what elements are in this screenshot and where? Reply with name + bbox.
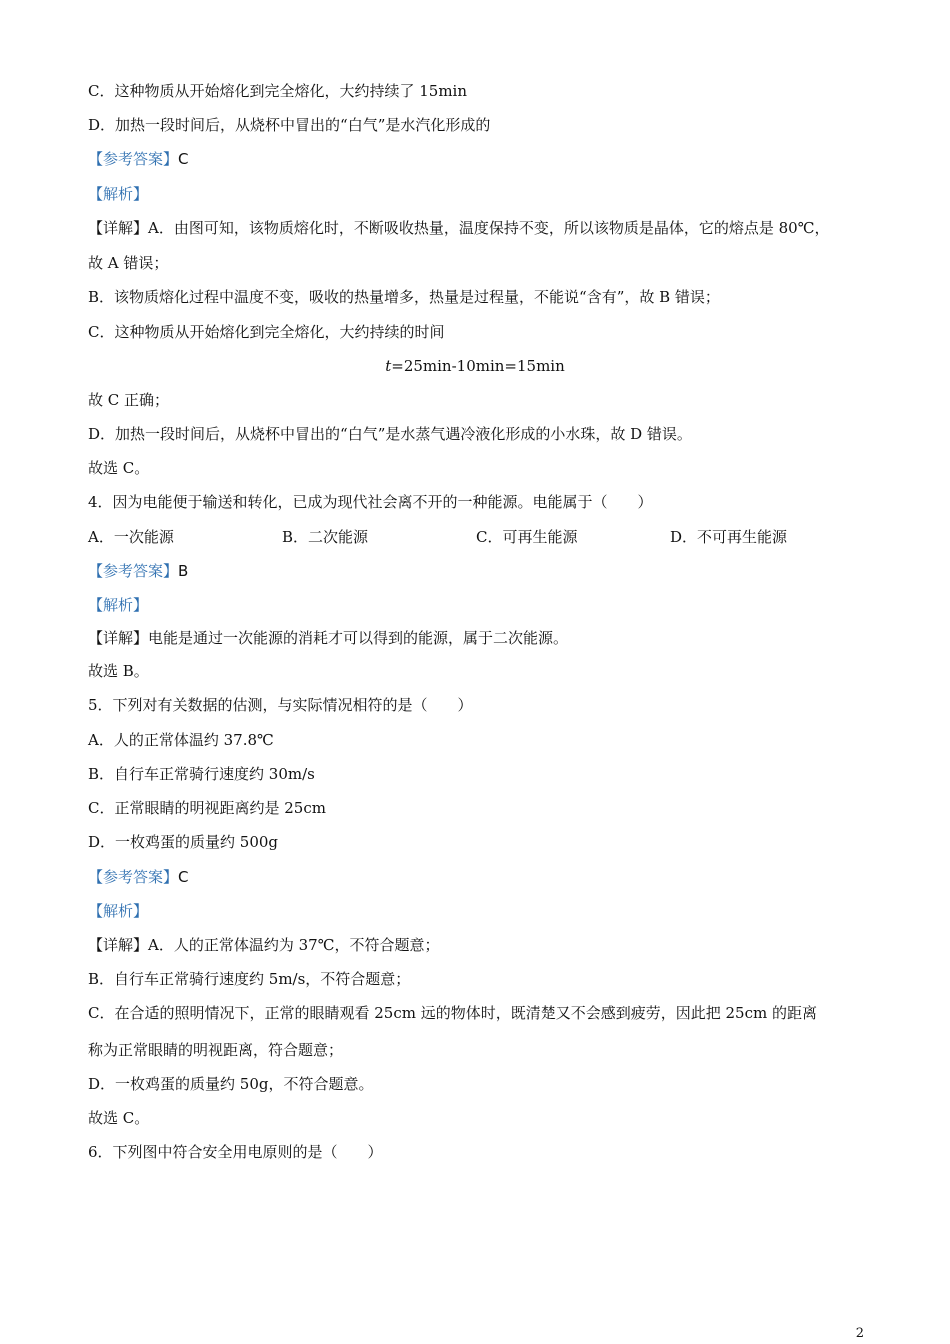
q3-detail-c-2: 故 C 正确； [88, 391, 170, 409]
page-number: 2 [855, 1326, 864, 1341]
q5-stem: 5．下列对有关数据的估测，与实际情况相符的是（ ） [88, 696, 473, 714]
q3-option-d: D．加热一段时间后，从烧杯中冒出的“白气”是水汽化形成的 [88, 116, 491, 134]
q3-detail-c: C．这种物质从开始熔化到完全熔化，大约持续的时间 [88, 323, 445, 341]
q3-option-c: C．这种物质从开始熔化到完全熔化，大约持续了 15min [88, 82, 468, 100]
answer-label: 【参考答案】 [88, 868, 179, 886]
q4-option-b: B．二次能源 [282, 528, 369, 546]
q3-detail-a-2: 故 A 错误； [88, 254, 169, 272]
answer-value: C [178, 868, 189, 886]
q5-detail-c-2: 称为正常眼睛的明视距离，符合题意； [88, 1041, 344, 1059]
formula-variable: t [385, 357, 392, 375]
q5-option-d: D．一枚鸡蛋的质量约 500g [88, 833, 279, 851]
q4-analysis-label: 【解析】 [88, 596, 149, 614]
q3-detail-a-1: 【详解】A．由图可知，该物质熔化时，不断吸收热量，温度保持不变，所以该物质是晶体，它的熔点是 80℃， [88, 219, 830, 237]
q6-stem: 6．下列图中符合安全用电原则的是（ ） [88, 1143, 383, 1161]
q4-detail: 【详解】电能是通过一次能源的消耗才可以得到的能源，属于二次能源。 [88, 629, 569, 647]
q4-option-a: A．一次能源 [88, 528, 174, 546]
q5-option-b: B．自行车正常骑行速度约 30m/s [88, 765, 315, 783]
answer-label: 【参考答案】 [88, 562, 179, 580]
q3-detail-d: D．加热一段时间后，从烧杯中冒出的“白气”是水蒸气遇冷液化形成的小水珠，故 D 错误。 [88, 425, 692, 443]
q5-detail-c-1: C．在合适的照明情况下，正常的眼睛观看 25cm 远的物体时，既清楚又不会感到疲劳，因此把 25cm 的距离 [88, 1004, 817, 1022]
formula-expression: =25min-10min=15min [391, 357, 565, 375]
q4-stem: 4．因为电能便于输送和转化，已成为现代社会离不开的一种能源。电能属于（ ） [88, 493, 653, 511]
q3-conclusion: 故选 C。 [88, 459, 150, 477]
q3-formula [0, 356, 950, 376]
q5-conclusion: 故选 C。 [88, 1109, 150, 1127]
answer-label: 【参考答案】 [88, 150, 179, 168]
q3-analysis-label: 【解析】 [88, 185, 149, 203]
answer-value: C [178, 150, 189, 168]
q5-answer [88, 867, 189, 887]
q5-detail-d: D．一枚鸡蛋的质量约 50g，不符合题意。 [88, 1075, 374, 1093]
q5-analysis-label: 【解析】 [88, 902, 149, 920]
q5-detail-a: 【详解】A．人的正常体温约为 37℃，不符合题意； [88, 936, 440, 954]
q3-answer [88, 149, 189, 169]
q3-detail-b: B．该物质熔化过程中温度不变，吸收的热量增多，热量是过程量，不能说“含有”，故 B 错误； [88, 288, 720, 306]
q4-answer [88, 561, 188, 581]
q4-option-c: C．可再生能源 [476, 528, 578, 546]
q4-option-d: D．不可再生能源 [670, 528, 788, 546]
q4-conclusion: 故选 B。 [88, 662, 149, 680]
q5-option-a: A．人的正常体温约 37.8℃ [88, 731, 274, 749]
q5-detail-b: B．自行车正常骑行速度约 5m/s，不符合题意； [88, 970, 411, 988]
q5-option-c: C．正常眼睛的明视距离约是 25cm [88, 799, 326, 817]
answer-value: B [178, 562, 189, 580]
